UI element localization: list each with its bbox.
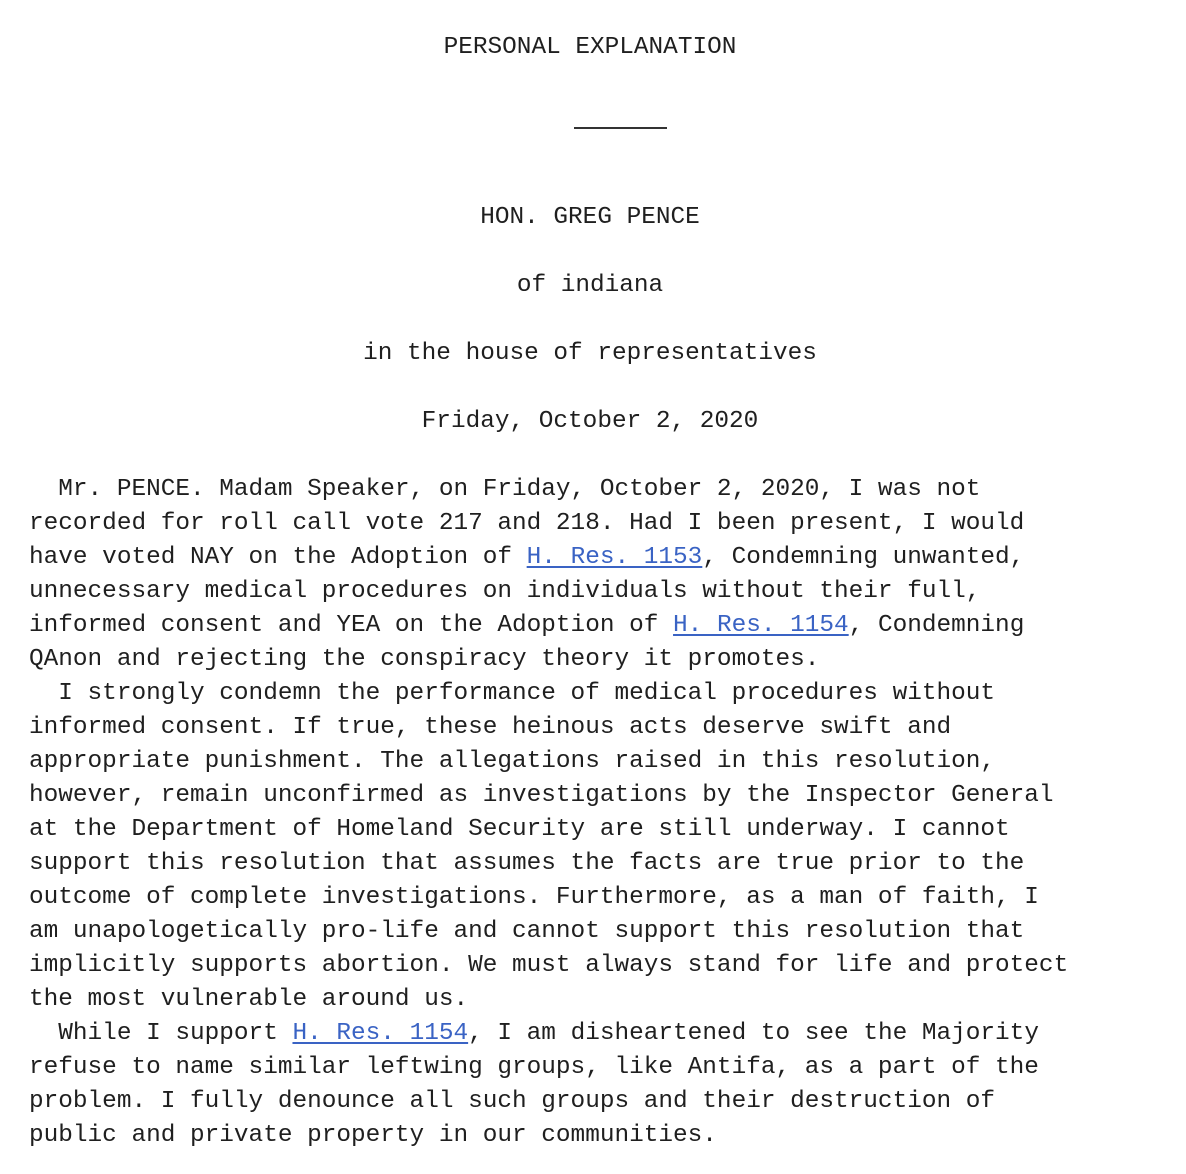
record-date: Friday, October 2, 2020 xyxy=(421,408,759,435)
paragraph-1-line-5-end: , Condemning xyxy=(848,612,1025,639)
paragraph-2-line-6: support this resolution that assumes the facts are true prior to the xyxy=(29,850,1025,877)
paragraph-3-line-4: public and private property in our communities. xyxy=(29,1122,717,1149)
title-divider xyxy=(574,127,667,129)
paragraph-1-line-3-end: , Condemning unwanted, xyxy=(702,544,1025,571)
paragraph-1-line-5-start: informed consent and YEA on the Adoption of xyxy=(29,612,674,639)
paragraph-3-line-1 xyxy=(29,1017,1039,1051)
paragraph-1-line-1: Mr. PENCE. Madam Speaker, on Friday, October 2, 2020, I was not xyxy=(29,476,981,503)
h-res-1154-link-2[interactable]: H. Res. 1154 xyxy=(292,1020,469,1047)
paragraph-1-line-3-start: have voted NAY on the Adoption of xyxy=(29,544,527,571)
speaker-state: of indiana xyxy=(516,272,664,299)
paragraph-2-line-3: appropriate punishment. The allegations raised in this resolution, xyxy=(29,748,996,775)
chamber-name: in the house of representatives xyxy=(363,340,817,367)
paragraph-2-line-9: implicitly supports abortion. We must always stand for life and protect xyxy=(29,952,1069,979)
paragraph-1-line-2: recorded for roll call vote 217 and 218. Had I been present, I would xyxy=(29,510,1025,537)
paragraph-3-line-2: refuse to name similar leftwing groups, like Antifa, as a part of the xyxy=(29,1054,1039,1081)
paragraph-3-line-3: problem. I fully denounce all such groups and their destruction of xyxy=(29,1088,996,1115)
paragraph-1-line-5 xyxy=(29,609,1024,643)
paragraph-2-line-1: I strongly condemn the performance of medical procedures without xyxy=(29,680,996,707)
paragraph-2-line-5: at the Department of Homeland Security are still underway. I cannot xyxy=(29,816,1010,843)
paragraph-3-line-1-end: , I am disheartened to see the Majority xyxy=(468,1020,1039,1047)
paragraph-2-line-4: however, remain unconfirmed as investigations by the Inspector General xyxy=(29,782,1054,809)
paragraph-2-line-7: outcome of complete investigations. Furthermore, as a man of faith, I xyxy=(29,884,1039,911)
paragraph-2-line-8: am unapologetically pro-life and cannot support this resolution that xyxy=(29,918,1025,945)
document-title: PERSONAL EXPLANATION xyxy=(443,34,737,61)
paragraph-3-line-1-start: While I support xyxy=(29,1020,293,1047)
h-res-1154-link[interactable]: H. Res. 1154 xyxy=(673,612,849,639)
h-res-1153-link[interactable]: H. Res. 1153 xyxy=(526,544,703,571)
paragraph-1-line-6: QAnon and rejecting the conspiracy theory it promotes. xyxy=(29,646,820,673)
paragraph-1-line-3 xyxy=(29,541,1024,575)
paragraph-1-line-4: unnecessary medical procedures on individuals without their full, xyxy=(29,578,981,605)
speaker-name: HON. GREG PENCE xyxy=(480,204,700,231)
paragraph-2-line-10: the most vulnerable around us. xyxy=(29,986,469,1013)
paragraph-2-line-2: informed consent. If true, these heinous acts deserve swift and xyxy=(29,714,952,741)
